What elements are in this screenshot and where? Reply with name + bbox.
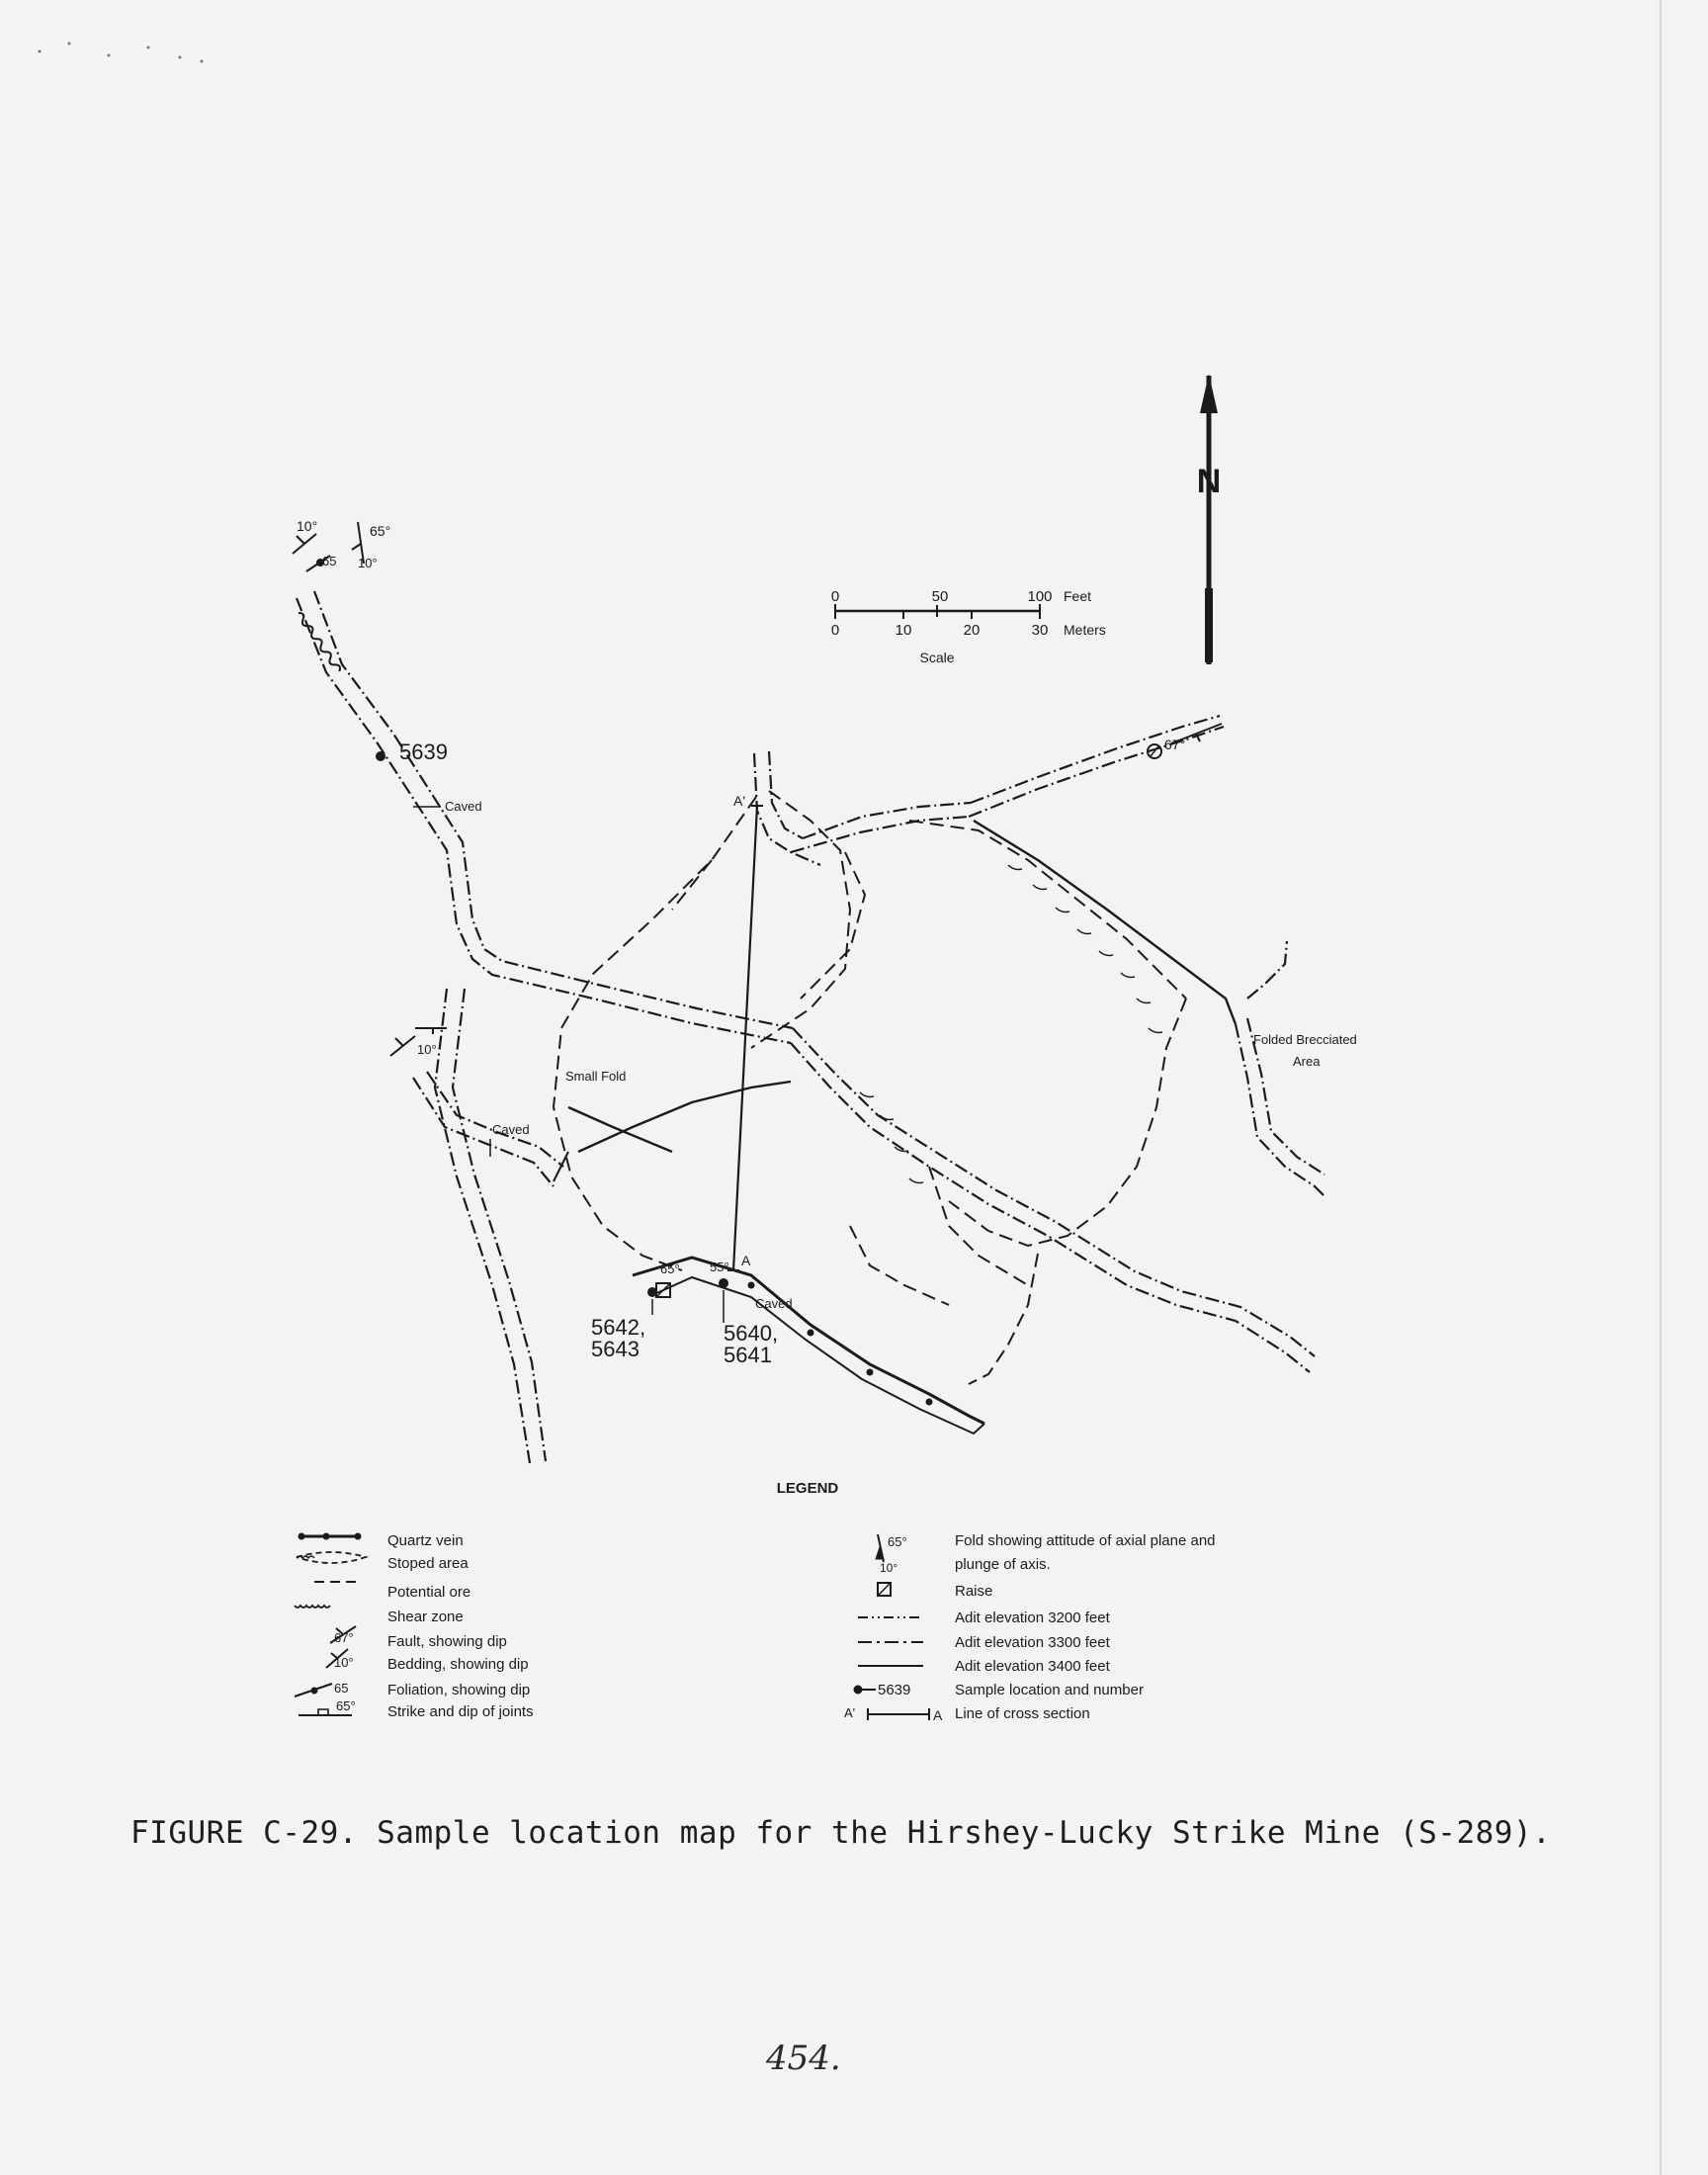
scale-bar	[831, 588, 1106, 665]
legend-sample-number: 5639	[878, 1682, 911, 1698]
shear-zone	[297, 611, 342, 672]
legend-raise: Raise	[955, 1583, 993, 1600]
figure-caption: FIGURE C-29. Sample location map for the Hirshey-Lucky Strike Mine (S-289).	[130, 1815, 1552, 1851]
legend-fold-axial: 65°	[888, 1534, 907, 1549]
scale-tick-ft-0: 0	[830, 588, 840, 605]
legend-sample-location: Sample location and number	[955, 1682, 1144, 1698]
legend-foliation: Foliation, showing dip	[387, 1682, 531, 1698]
legend-joint-dip: 65°	[336, 1698, 356, 1713]
north-label: N	[1196, 463, 1222, 500]
legend-quartz-vein: Quartz vein	[387, 1532, 464, 1549]
scan-specks	[39, 43, 204, 63]
label-small-fold: Small Fold	[565, 1069, 627, 1084]
attitude-bed-tl: 10°	[297, 518, 318, 534]
cross-section-line	[727, 793, 763, 1270]
sample-point-5642	[647, 1287, 657, 1297]
attitude-fold-plunge: 10°	[358, 556, 378, 570]
legend-bedding: Bedding, showing dip	[387, 1656, 529, 1673]
attitude-fold-axial: 65°	[370, 523, 391, 539]
legend-adit-3400: Adit elevation 3400 feet	[955, 1658, 1110, 1675]
attitude-foliation: 65	[322, 554, 337, 568]
quartz-vein-main	[633, 1258, 984, 1434]
sample-label-5642: 5642,	[591, 1315, 646, 1340]
scale-unit-feet: Feet	[1064, 588, 1092, 604]
sample-label-5641: 5641	[724, 1343, 772, 1367]
legend-fold-cont: plunge of axis.	[955, 1556, 1051, 1573]
legend-fold: Fold showing attitude of axial plane and	[955, 1532, 1216, 1549]
north-arrow	[1197, 374, 1222, 664]
label-caved-3: Caved	[755, 1296, 793, 1311]
sample-label-5639: 5639	[399, 740, 448, 764]
attitude-joint-2: 55°	[710, 1260, 729, 1274]
legend-bedding-dip: 10°	[334, 1655, 354, 1670]
attitude-joint-1: 65°	[660, 1262, 680, 1276]
section-label-a: A	[741, 1253, 751, 1268]
scale-unit-meters: Meters	[1064, 622, 1106, 638]
quartz-vein-ne	[568, 821, 1236, 1152]
raise-symbols	[656, 744, 1161, 1297]
legend-title: LEGEND	[776, 1480, 839, 1497]
scale-tick-m-20: 20	[963, 622, 981, 639]
legend-section-a-prime: A'	[844, 1705, 856, 1720]
scale-tick-ft-100: 100	[1027, 588, 1053, 605]
label-folded-brecciated: Folded Brecciated	[1253, 1032, 1357, 1047]
section-label-a-prime: A'	[733, 793, 746, 809]
legend-fold-plunge: 10°	[880, 1561, 898, 1575]
label-caved-1: Caved	[445, 799, 482, 814]
label-caved-2: Caved	[492, 1122, 530, 1137]
stope-hachures	[860, 865, 1162, 1183]
scale-tick-m-0: 0	[830, 622, 840, 639]
sample-label-5643: 5643	[591, 1337, 640, 1361]
scale-tick-m-30: 30	[1031, 622, 1049, 639]
legend-shear-zone: Shear zone	[387, 1609, 464, 1625]
sample-label-5640: 5640,	[724, 1321, 779, 1346]
legend-potential-ore: Potential ore	[387, 1584, 471, 1601]
attitude-fault-ne: 67°	[1164, 737, 1186, 752]
legend-stoped-area: Stoped area	[387, 1555, 469, 1572]
legend-section-a: A	[933, 1707, 943, 1723]
attitude-bed-left: 10°	[417, 1042, 437, 1057]
legend-adit-3200: Adit elevation 3200 feet	[955, 1610, 1110, 1626]
label-folded-area: Area	[1293, 1054, 1321, 1069]
legend-left-symbols	[295, 1533, 366, 1715]
legend-right-labels	[955, 1532, 1216, 1722]
sample-point-5639	[376, 751, 385, 761]
scale-tick-ft-50: 50	[931, 588, 949, 605]
legend-left-labels	[387, 1532, 534, 1720]
sample-point-5640	[719, 1278, 728, 1288]
legend-adit-3300: Adit elevation 3300 feet	[955, 1634, 1110, 1651]
legend-foliation-dip: 65	[334, 1681, 349, 1696]
legend-fault: Fault, showing dip	[387, 1633, 507, 1650]
legend-fault-dip: 67°	[334, 1630, 354, 1645]
legend-joints: Strike and dip of joints	[387, 1703, 534, 1720]
scale-tick-m-10: 10	[895, 622, 912, 639]
page-number: 454.	[766, 2039, 841, 2078]
scale-label: Scale	[919, 650, 955, 665]
legend-cross-section: Line of cross section	[955, 1705, 1090, 1722]
